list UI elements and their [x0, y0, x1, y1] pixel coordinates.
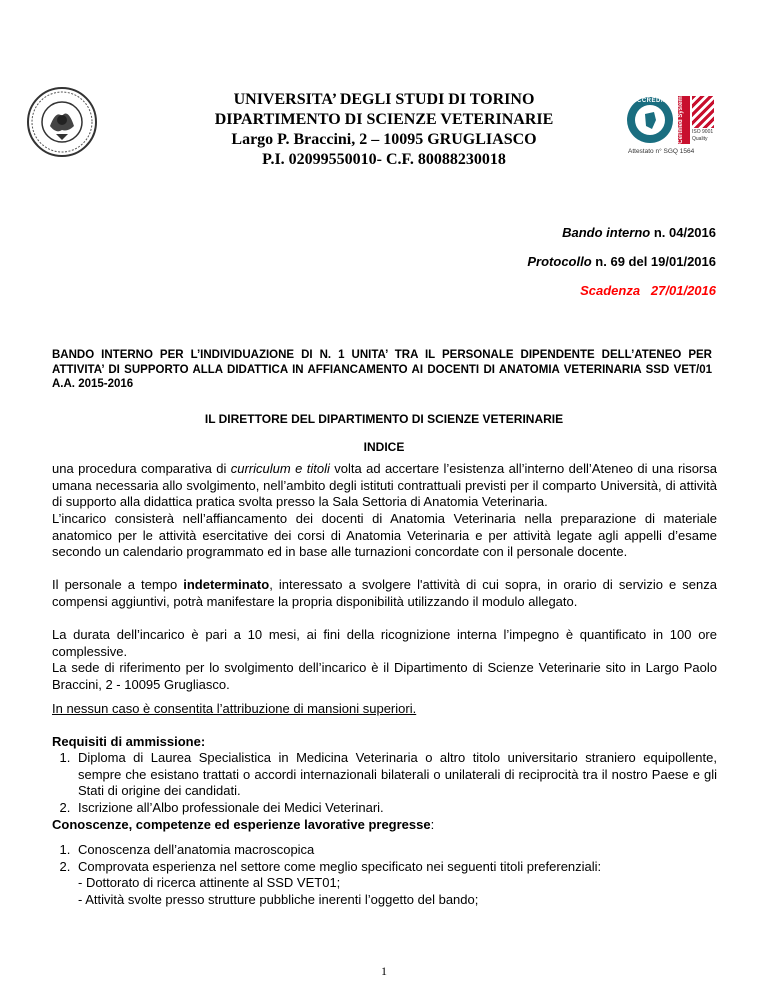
- scadenza: [580, 283, 716, 298]
- iso-label-1: ISO 9001: [692, 129, 714, 135]
- document-title: BANDO INTERNO PER L’INDIVIDUAZIONE DI N. 1 UNITA’ TRA IL PERSONALE DIPENDENTE DELL’ATENEO PER ATTIVITA’ DI SUPPORTO ALLA DIDATTICA IN AFFIANCAMENTO AI DOCENTI DI ANATOMIA VETERINARIA SSD VET/01 A.A. 2015-2016: [52, 349, 712, 390]
- conoscenze-heading: Conoscenze, competenze ed esperienze lavorative pregresse:: [52, 817, 435, 832]
- bando-label: Bando interno: [562, 225, 651, 240]
- paragraph-mansioni: In nessun caso è consentita l’attribuzione di mansioni superiori.: [52, 701, 417, 716]
- director-heading: IL DIRETTORE DEL DIPARTIMENTO DI SCIENZE VETERINARIE: [204, 412, 564, 426]
- paragraph-personale: Il personale a tempo indeterminato, interessato a svolgere l'attività di cui sopra, in orario di servizio e senza compensi aggiuntivi, potrà manifestare la propria disponibilità utilizzando il modulo allegato.: [52, 577, 717, 609]
- indice-heading: INDICE: [363, 440, 405, 454]
- scadenza-date: 27/01/2016: [650, 283, 716, 298]
- requisito-item: 1. Diploma di Laurea Specialistica in Medicina Veterinaria o altro titolo universitario straniero equipollente, sempre che esistano trattati o accordi internazionali bilaterali o unilaterali di reciprocità tra il nostro Paese e gli Stati di origine dei candidati.: [74, 750, 717, 800]
- paragraph-durata: La durata dell’incarico è pari a 10 mesi, ai fini della ricognizione interna l’impegno è quantificato in 100 ore complessive.: [52, 627, 717, 659]
- header-line-4: P.I. 02099550010- C.F. 80088230018: [262, 151, 506, 168]
- accredia-logo: [626, 96, 674, 144]
- certified-system-label: Certified System: [678, 96, 684, 144]
- accredia-label: ACCREDIA: [632, 98, 668, 104]
- paragraph-incarico: L’incarico consisterà nell’affiancamento dei docenti di Anatomia Veterinaria nella preparazione di materiale anatomico per le attività esercitative dei corsi di Anatomia Veterinaria e per attività legate agli appelli d’esame secondo un calendario programmato ed in base alle turnazioni concordate con il personale docente.: [52, 511, 717, 559]
- conoscenze-list: [52, 842, 717, 908]
- protocollo-label: Protocollo: [527, 254, 592, 269]
- scadenza-label: Scadenza: [580, 283, 641, 298]
- iso-label-2: Quality: [692, 136, 708, 142]
- bando-number: [562, 225, 716, 240]
- curriculum-italic: curriculum e titoli: [230, 461, 330, 476]
- protocollo-value: n. 69 del 19/01/2016: [595, 254, 716, 269]
- titolo-dottorato: - Dottorato di ricerca attinente al SSD VET01;: [78, 875, 341, 890]
- titolo-attivita: - Attività svolte presso strutture pubbliche inerenti l’oggetto del bando;: [78, 891, 479, 907]
- conoscenza-item: 1. Conoscenza dell’anatomia macroscopica: [74, 842, 717, 859]
- attestato-text: Attestato n° SGQ 1564: [628, 148, 695, 155]
- paragraph-procedure: una procedura comparativa di curriculum e titoli volta ad accertare l’esistenza all’interno dell’Ateneo di una risorsa umana necessaria allo svolgimento, nell’ambito degli istituti contrattuali previsti per il comparto Università, di attività di supporto alla didattica pratica svolta presso la Sala Settoria di Anatomia Veterinaria.: [52, 461, 717, 509]
- header-line-1: UNIVERSITA’ DEGLI STUDI DI TORINO: [233, 91, 535, 108]
- header-line-3: Largo P. Braccini, 2 – 10095 GRUGLIASCO: [231, 131, 537, 148]
- paragraph-sede: La sede di riferimento per lo svolgimento dell’incarico è il Dipartimento di Scienze Veterinarie sito in Largo Paolo Braccini, 2 - 10095 Grugliasco.: [52, 660, 717, 692]
- requisiti-heading: Requisiti di ammissione:: [52, 734, 206, 749]
- header-line-2: DIPARTIMENTO DI SCIENZE VETERINARIE: [214, 111, 554, 128]
- indeterminato-bold: indeterminato: [183, 577, 270, 592]
- requisiti-list: [52, 750, 717, 816]
- bando-value: n. 04/2016: [653, 225, 716, 240]
- conoscenza-item: 2. Comprovata esperienza nel settore come meglio specificato nei seguenti titoli preferenziali: - Dottorato di ricerca attinente al SSD VET01; - Attività svolte presso strutture pubbliche inerenti l’oggetto del bando;: [74, 859, 717, 909]
- requisito-item: 2. Iscrizione all’Albo professionale dei Medici Veterinari.: [74, 800, 717, 817]
- page-number: 1: [381, 964, 387, 978]
- certified-system-logo: [678, 96, 714, 144]
- protocollo: [527, 254, 716, 269]
